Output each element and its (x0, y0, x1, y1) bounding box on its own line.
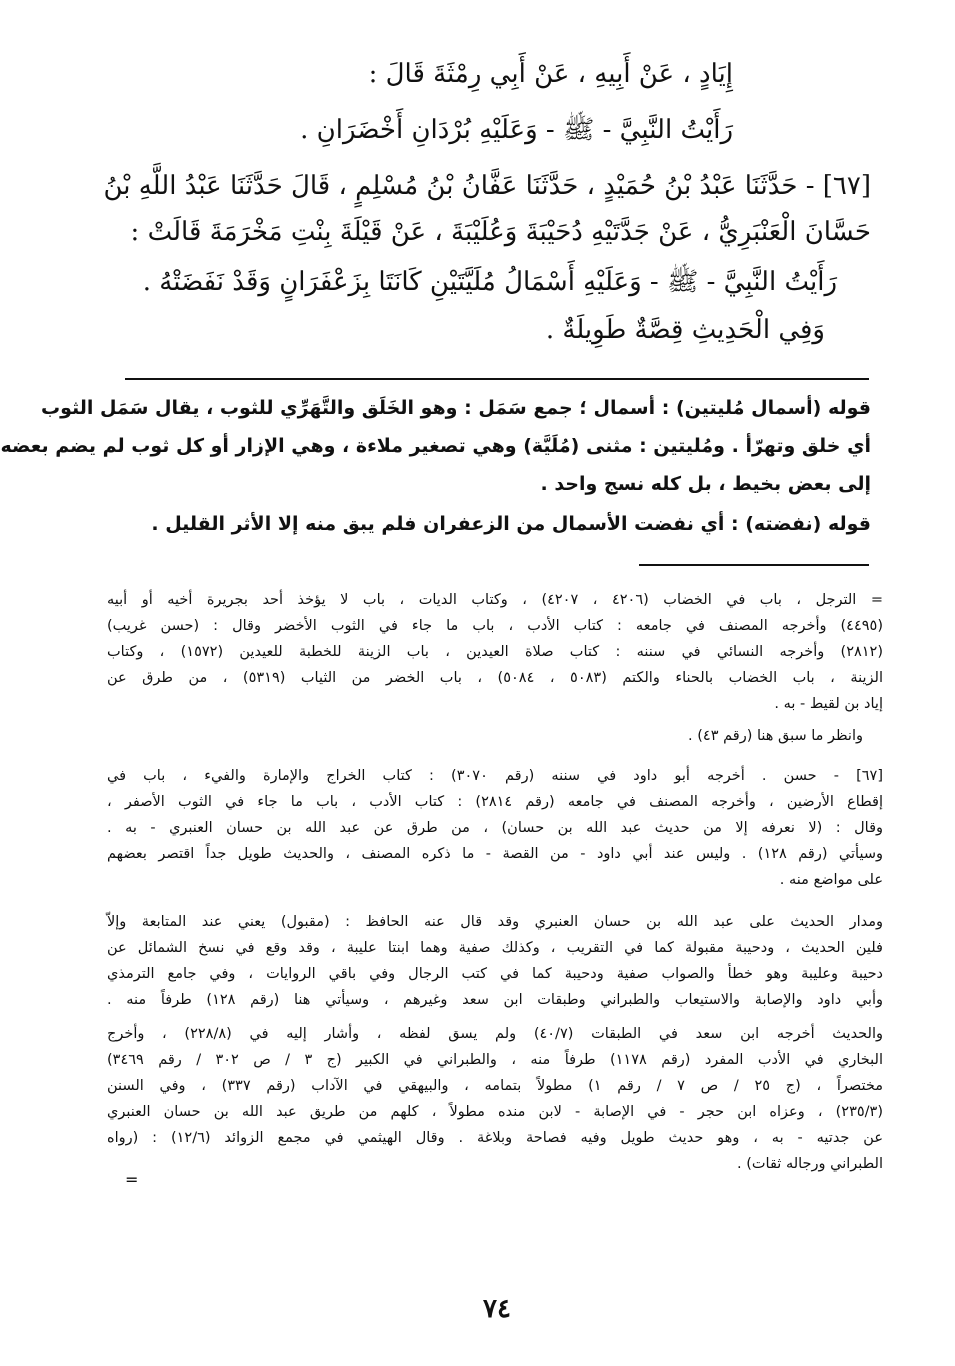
footnote-line: إقطاع الأرضين ، وأخرجه المصنف في جامعه (رقم ٢٨١٤) : كتاب الأدب ، باب ما جاء في الثوب الأصفر ، (107, 794, 883, 810)
footnote-line: وسيأتي (رقم ١٢٨) . وليس عند أبي داود - من القصة - ما ذكره المصنف ، والحديث طويل جداً اقتصر بعضهم (107, 846, 884, 862)
footnote-line: (٢٣٥/٣) ، وعزاه ابن حجر - في الإصابة - لابن منده مطولاً ، كلهم من طريق عبد الله بن حسان العنبري (107, 1104, 883, 1120)
commentary-line: قوله (نفضته) : أي نفضت الأسمال من الزعفران فلم يبق منه إلا الأثر القليل . (151, 513, 871, 535)
footnote-line: ومدار الحديث على عبد الله بن حسان العنبري وقد قال عنه الحافظ : (مقبول) يعني عند المتابعة وإلاّ (107, 914, 883, 930)
footnote-line: البخاري في الأدب المفرد (رقم ١١٧٨) طرفاً منه ، والطبراني في الكبير (ج ٣ / ص ٣٠٢ / رقم ٣٤٦٩) (107, 1052, 883, 1068)
continuation-mark: = (125, 1170, 139, 1189)
commentary-line: أي خلق وتهرّأ . ومُليتين : مثنى (مُلَيَّة) وهي تصغير ملاءة ، وهي الإزار أو كل ثوب لم يضم بعضه (0, 435, 871, 457)
footnote-line: الزينة ، باب الخضاب بالحناء والكتم (٥٠٨٣ ، ٥٠٨٤) ، باب الخضر من الثياب (٥٣١٩) ، من طرق عن (107, 670, 883, 686)
footnote-line: دحيبة وعليبة وهو خطأ والصواب صفية ودحيبة كما في كتب الرجال وفي باقي الروايات ، وفي جامع الترمذي (107, 966, 883, 982)
footnote-line: (٤٤٩٥) وأخرجه المصنف في جامعه : كتاب الأدب ، باب ما جاء في الثوب الأخضر وقال : (حسن غريب) (107, 618, 883, 634)
footnote-line: عن جدتيه - به ، وهو حديث طويل وفيه فصاحة وبلاغة . وقال الهيثمي في مجمع الزوائد (١٢/٦) : (رواه (107, 1130, 883, 1146)
footnote-line: (٢٨١٢) وأخرجه النسائي في سننه : كتاب صلاة العيدين ، باب الزينة للخطبة للعيدين (١٥٧٢) ، وكتاب (107, 644, 884, 660)
footnote-line: وأبي داود والإصابة والاستيعاب والطبراني وطبقات ابن سعد وغيرهم ، وسيأتي هنا (رقم ١٢٨) طرفاً منه . (107, 992, 883, 1008)
page-number: ٧٤ (483, 1294, 511, 1324)
hadith-line: [٦٧] - حَدَّثَنَا عَبْدُ بْنُ حُمَيْدٍ ، حَدَّثَنَا عَفَّانُ بْنُ مُسْلِمٍ ، قَالَ حَدَّثَنَا عَبْدُ اللَّهِ بْنُ (103, 171, 871, 201)
hadith-line: رَأَيْتُ النَّبِيَّ - ﷺ - وَعَلَيْهِ بُرْدَانِ أَخْضَرَانِ . (300, 115, 733, 145)
hadith-line: رَأَيْتُ النَّبِيَّ - ﷺ - وَعَلَيْهِ أَسْمَالُ مُلَيَّتَيْنِ كَانَتَا بِزَعْفَرَانٍ وَقَدْ نَفَضَتْهُ . (142, 267, 837, 297)
footnote-line: وقال : (لا نعرفه إلا من حديث عبد الله بن حسان) ، من طرق عن عبد الله بن حسان العنبري - به . (107, 820, 883, 836)
footnote-line: وانظر ما سبق هنا (رقم ٤٣) . (688, 728, 863, 744)
footnote-line: = الترجل ، باب في الخضاب (٤٢٠٦ ، ٤٢٠٧) ، وكتاب الديات ، باب لا يؤخذ أحد بجريرة أخيه أو أبيه (107, 592, 883, 608)
footnote-line: على مواضع منه . (779, 872, 883, 888)
footnote-line: الطبراني ورجاله ثقات) . (737, 1156, 883, 1172)
commentary-line: قوله (أسمال مُليتين) : أسمال ؛ جمع سَمَل : وهو الخَلَق والتَّهَرِّي للثوب ، يقال سَمَل الثوب (41, 397, 871, 419)
footnote-line: إياد بن لقيط - به . (774, 696, 883, 712)
footnote-line: فلين الحديث ، ودحيبة مقبولة كما في التقريب ، وكذلك صفية وهما ابنتا عليبة ، وقد وقع في نسخ الشمائل عن (107, 940, 883, 956)
commentary-separator (125, 378, 869, 380)
footnote-line: [٦٧] - حسن . أخرجه أبو داود في سننه (رقم ٣٠٧٠) : كتاب الخراج والإمارة والفيء ، باب في (107, 768, 883, 784)
hadith-line: حَسَّانَ الْعَنْبَرِيُّ ، عَنْ جَدَّتَيْهِ دُحَيْبَةَ وَعُلَيْبَةَ ، عَنْ قَيْلَةَ بِنْتِ مَخْرَمَةَ قَالَتْ : (130, 217, 871, 247)
footnote-separator (639, 564, 869, 566)
hadith-line: إِيَادٍ ، عَنْ أَبِيهِ ، عَنْ أَبِي رِمْثَةَ قَالَ : (368, 59, 733, 89)
hadith-line: وَفِي الْحَدِيثِ قِصَّةٌ طَوِيلَةٌ . (545, 315, 825, 345)
commentary-line: إلى بعض بخيط ، بل كله نسج واحد . (540, 473, 871, 495)
footnote-line: مختصراً ، (ج ٢٥ / ص ٧ / رقم ١) مطولاً بتمامه ، والبيهقي في الآداب (رقم ٣٣٧) ، وفي السنن (107, 1078, 883, 1094)
footnote-line: والحديث أخرجه ابن سعد في الطبقات (٤٠/٧) ولم يسق لفظه ، وأشار إليه في (٢٢٨/٨) ، وأخرج (107, 1026, 883, 1042)
